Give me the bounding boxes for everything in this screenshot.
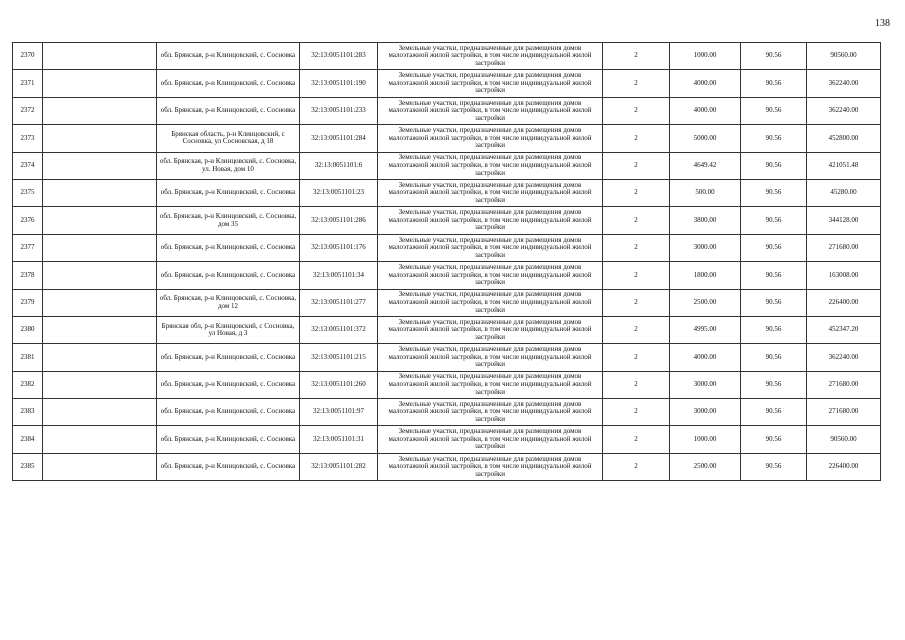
area-cell: 1800.00: [670, 262, 741, 289]
cadastral-number-cell: 32:13:0051101:286: [300, 207, 378, 234]
land-use-cell: Земельные участки, предназначенные для размещения домов малоэтажной жилой застройки, в том числе индивидуальной жилой застройки: [378, 316, 603, 343]
area-cell: 2500.00: [670, 289, 741, 316]
rate-cell: 90.56: [741, 426, 807, 453]
area-cell: 3000.00: [670, 234, 741, 261]
row-number-cell: 2376: [13, 207, 43, 234]
cadastral-value-cell: 271680.00: [807, 234, 881, 261]
rate-cell: 90.56: [741, 125, 807, 152]
table-row: [13, 371, 881, 398]
table-row: [13, 97, 881, 124]
table-body: [13, 43, 881, 481]
land-use-cell: Земельные участки, предназначенные для размещения домов малоэтажной жилой застройки, в том числе индивидуальной жилой застройки: [378, 262, 603, 289]
address-cell: обл. Брянская, р-н Клинцовский, с. Сосновка: [157, 453, 300, 480]
address-cell: обл. Брянская, р-н Клинцовский, с. Сосновка: [157, 371, 300, 398]
group-cell: 2: [603, 426, 670, 453]
address-cell: обл. Брянская, р-н Клинцовский, с. Сосновка: [157, 262, 300, 289]
cadastral-value-cell: 362240.00: [807, 97, 881, 124]
cadastral-number-cell: 32:13:0051101:284: [300, 125, 378, 152]
area-cell: 500.00: [670, 179, 741, 206]
blank-cell: [43, 97, 157, 124]
cadastral-value-cell: 362240.00: [807, 344, 881, 371]
area-cell: 2500.00: [670, 453, 741, 480]
row-number-cell: 2385: [13, 453, 43, 480]
land-use-cell: Земельные участки, предназначенные для размещения домов малоэтажной жилой застройки, в том числе индивидуальной жилой застройки: [378, 234, 603, 261]
land-use-cell: Земельные участки, предназначенные для размещения домов малоэтажной жилой застройки, в том числе индивидуальной жилой застройки: [378, 399, 603, 426]
rate-cell: 90.56: [741, 43, 807, 70]
cadastral-value-cell: 421051.48: [807, 152, 881, 179]
cadastral-value-cell: 362240.00: [807, 70, 881, 97]
area-cell: 4995.00: [670, 316, 741, 343]
cadastral-value-cell: 45280.00: [807, 179, 881, 206]
group-cell: 2: [603, 344, 670, 371]
area-cell: 3800.00: [670, 207, 741, 234]
area-cell: 4000.00: [670, 97, 741, 124]
land-use-cell: Земельные участки, предназначенные для размещения домов малоэтажной жилой застройки, в том числе индивидуальной жилой застройки: [378, 426, 603, 453]
cadastral-value-cell: 226400.00: [807, 289, 881, 316]
blank-cell: [43, 152, 157, 179]
cadastral-number-cell: 32:13:0051101:34: [300, 262, 378, 289]
land-use-cell: Земельные участки, предназначенные для размещения домов малоэтажной жилой застройки, в том числе индивидуальной жилой застройки: [378, 289, 603, 316]
row-number-cell: 2371: [13, 70, 43, 97]
row-number-cell: 2384: [13, 426, 43, 453]
group-cell: 2: [603, 97, 670, 124]
table-row: [13, 289, 881, 316]
cadastral-value-cell: 271680.00: [807, 371, 881, 398]
blank-cell: [43, 399, 157, 426]
blank-cell: [43, 234, 157, 261]
group-cell: 2: [603, 152, 670, 179]
area-cell: 3000.00: [670, 371, 741, 398]
table-row: [13, 399, 881, 426]
cadastral-number-cell: 32:13:0051101:23: [300, 179, 378, 206]
rate-cell: 90.56: [741, 399, 807, 426]
table-row: [13, 262, 881, 289]
area-cell: 4000.00: [670, 70, 741, 97]
area-cell: 1000.00: [670, 43, 741, 70]
blank-cell: [43, 289, 157, 316]
blank-cell: [43, 70, 157, 97]
area-cell: 4000.00: [670, 344, 741, 371]
cadastral-value-cell: 452347.20: [807, 316, 881, 343]
row-number-cell: 2374: [13, 152, 43, 179]
group-cell: 2: [603, 453, 670, 480]
cadastral-value-cell: 452800.00: [807, 125, 881, 152]
group-cell: 2: [603, 43, 670, 70]
row-number-cell: 2378: [13, 262, 43, 289]
page-number: 138: [875, 18, 890, 29]
address-cell: обл. Брянская, р-н Клинцовский, с. Сосновка: [157, 43, 300, 70]
group-cell: 2: [603, 70, 670, 97]
table-row: [13, 179, 881, 206]
group-cell: 2: [603, 399, 670, 426]
cadastral-number-cell: 32:13:0051101:277: [300, 289, 378, 316]
cadastral-number-cell: 32:13:0051101:372: [300, 316, 378, 343]
row-number-cell: 2380: [13, 316, 43, 343]
blank-cell: [43, 426, 157, 453]
address-cell: обл. Брянская, р-н Клинцовский, с. Сосновка: [157, 97, 300, 124]
rate-cell: 90.56: [741, 207, 807, 234]
blank-cell: [43, 453, 157, 480]
row-number-cell: 2373: [13, 125, 43, 152]
group-cell: 2: [603, 289, 670, 316]
land-use-cell: Земельные участки, предназначенные для размещения домов малоэтажной жилой застройки, в том числе индивидуальной жилой застройки: [378, 371, 603, 398]
address-cell: обл. Брянская, р-н Клинцовский, с. Сосновка, ул. Новая, дом 10: [157, 152, 300, 179]
cadastral-value-cell: 90560.00: [807, 43, 881, 70]
cadastral-number-cell: 32:13:0051101:283: [300, 43, 378, 70]
address-cell: обл. Брянская, р-н Клинцовский, с. Сосновка: [157, 179, 300, 206]
area-cell: 1000.00: [670, 426, 741, 453]
rate-cell: 90.56: [741, 152, 807, 179]
row-number-cell: 2379: [13, 289, 43, 316]
land-use-cell: Земельные участки, предназначенные для размещения домов малоэтажной жилой застройки, в том числе индивидуальной жилой застройки: [378, 207, 603, 234]
area-cell: 5000.00: [670, 125, 741, 152]
cadastral-number-cell: 32:13:0051101:215: [300, 344, 378, 371]
land-use-cell: Земельные участки, предназначенные для размещения домов малоэтажной жилой застройки, в том числе индивидуальной жилой застройки: [378, 43, 603, 70]
cadastral-value-cell: 271680.00: [807, 399, 881, 426]
group-cell: 2: [603, 207, 670, 234]
table-row: [13, 234, 881, 261]
cadastral-number-cell: 32:13:0051101:97: [300, 399, 378, 426]
address-cell: обл. Брянская, р-н Клинцовский, с. Сосновка: [157, 234, 300, 261]
rate-cell: 90.56: [741, 97, 807, 124]
cadastral-value-cell: 344128.00: [807, 207, 881, 234]
rate-cell: 90.56: [741, 344, 807, 371]
land-use-cell: Земельные участки, предназначенные для размещения домов малоэтажной жилой застройки, в том числе индивидуальной жилой застройки: [378, 152, 603, 179]
address-cell: обл. Брянская, р-н Клинцовский, с. Сосновка: [157, 399, 300, 426]
table-row: [13, 125, 881, 152]
blank-cell: [43, 262, 157, 289]
row-number-cell: 2377: [13, 234, 43, 261]
blank-cell: [43, 43, 157, 70]
table-row: [13, 453, 881, 480]
land-registry-table: [12, 42, 881, 481]
table-row: [13, 152, 881, 179]
cadastral-number-cell: 32:13:0051101:31: [300, 426, 378, 453]
table-row: [13, 426, 881, 453]
address-cell: обл. Брянская, р-н Клинцовский, с. Сосновка, дом 35: [157, 207, 300, 234]
rate-cell: 90.56: [741, 179, 807, 206]
land-use-cell: Земельные участки, предназначенные для размещения домов малоэтажной жилой застройки, в том числе индивидуальной жилой застройки: [378, 70, 603, 97]
cadastral-number-cell: 32:13:0051101:233: [300, 97, 378, 124]
address-cell: обл. Брянская, р-н Клинцовский, с. Сосновка: [157, 426, 300, 453]
rate-cell: 90.56: [741, 262, 807, 289]
blank-cell: [43, 179, 157, 206]
cadastral-number-cell: 32:13:0051101:6: [300, 152, 378, 179]
group-cell: 2: [603, 125, 670, 152]
rate-cell: 90.56: [741, 453, 807, 480]
group-cell: 2: [603, 179, 670, 206]
table-row: [13, 43, 881, 70]
area-cell: 4649.42: [670, 152, 741, 179]
cadastral-number-cell: 32:13:0051101:260: [300, 371, 378, 398]
row-number-cell: 2381: [13, 344, 43, 371]
rate-cell: 90.56: [741, 70, 807, 97]
row-number-cell: 2383: [13, 399, 43, 426]
address-cell: обл. Брянская, р-н Клинцовский, с. Сосновка: [157, 70, 300, 97]
address-cell: обл. Брянская, р-н Клинцовский, с. Сосновка, дом 12: [157, 289, 300, 316]
blank-cell: [43, 316, 157, 343]
land-use-cell: Земельные участки, предназначенные для размещения домов малоэтажной жилой застройки, в том числе индивидуальной жилой застройки: [378, 125, 603, 152]
cadastral-number-cell: 32:13:0051101:282: [300, 453, 378, 480]
cadastral-value-cell: 90560.00: [807, 426, 881, 453]
address-cell: обл. Брянская, р-н Клинцовский, с. Сосновка: [157, 344, 300, 371]
group-cell: 2: [603, 316, 670, 343]
row-number-cell: 2375: [13, 179, 43, 206]
land-use-cell: Земельные участки, предназначенные для размещения домов малоэтажной жилой застройки, в том числе индивидуальной жилой застройки: [378, 453, 603, 480]
address-cell: Брянская область, р-н Клинцовский, с Сосновка, ул Сосновская, д 18: [157, 125, 300, 152]
group-cell: 2: [603, 371, 670, 398]
table-row: [13, 344, 881, 371]
rate-cell: 90.56: [741, 289, 807, 316]
address-cell: Брянская обл, р-н Клинцовский, с Сосновка, ул Новая, д 3: [157, 316, 300, 343]
rate-cell: 90.56: [741, 234, 807, 261]
blank-cell: [43, 207, 157, 234]
blank-cell: [43, 344, 157, 371]
land-use-cell: Земельные участки, предназначенные для размещения домов малоэтажной жилой застройки, в том числе индивидуальной жилой застройки: [378, 344, 603, 371]
group-cell: 2: [603, 234, 670, 261]
land-use-cell: Земельные участки, предназначенные для размещения домов малоэтажной жилой застройки, в том числе индивидуальной жилой застройки: [378, 179, 603, 206]
area-cell: 3000.00: [670, 399, 741, 426]
row-number-cell: 2372: [13, 97, 43, 124]
group-cell: 2: [603, 262, 670, 289]
rate-cell: 90.56: [741, 316, 807, 343]
cadastral-number-cell: 32:13:0051101:176: [300, 234, 378, 261]
cadastral-value-cell: 226400.00: [807, 453, 881, 480]
blank-cell: [43, 125, 157, 152]
table-row: [13, 70, 881, 97]
rate-cell: 90.56: [741, 371, 807, 398]
cadastral-number-cell: 32:13:0051101:190: [300, 70, 378, 97]
land-use-cell: Земельные участки, предназначенные для размещения домов малоэтажной жилой застройки, в том числе индивидуальной жилой застройки: [378, 97, 603, 124]
table-row: [13, 316, 881, 343]
blank-cell: [43, 371, 157, 398]
row-number-cell: 2370: [13, 43, 43, 70]
cadastral-value-cell: 163008.00: [807, 262, 881, 289]
row-number-cell: 2382: [13, 371, 43, 398]
table-row: [13, 207, 881, 234]
